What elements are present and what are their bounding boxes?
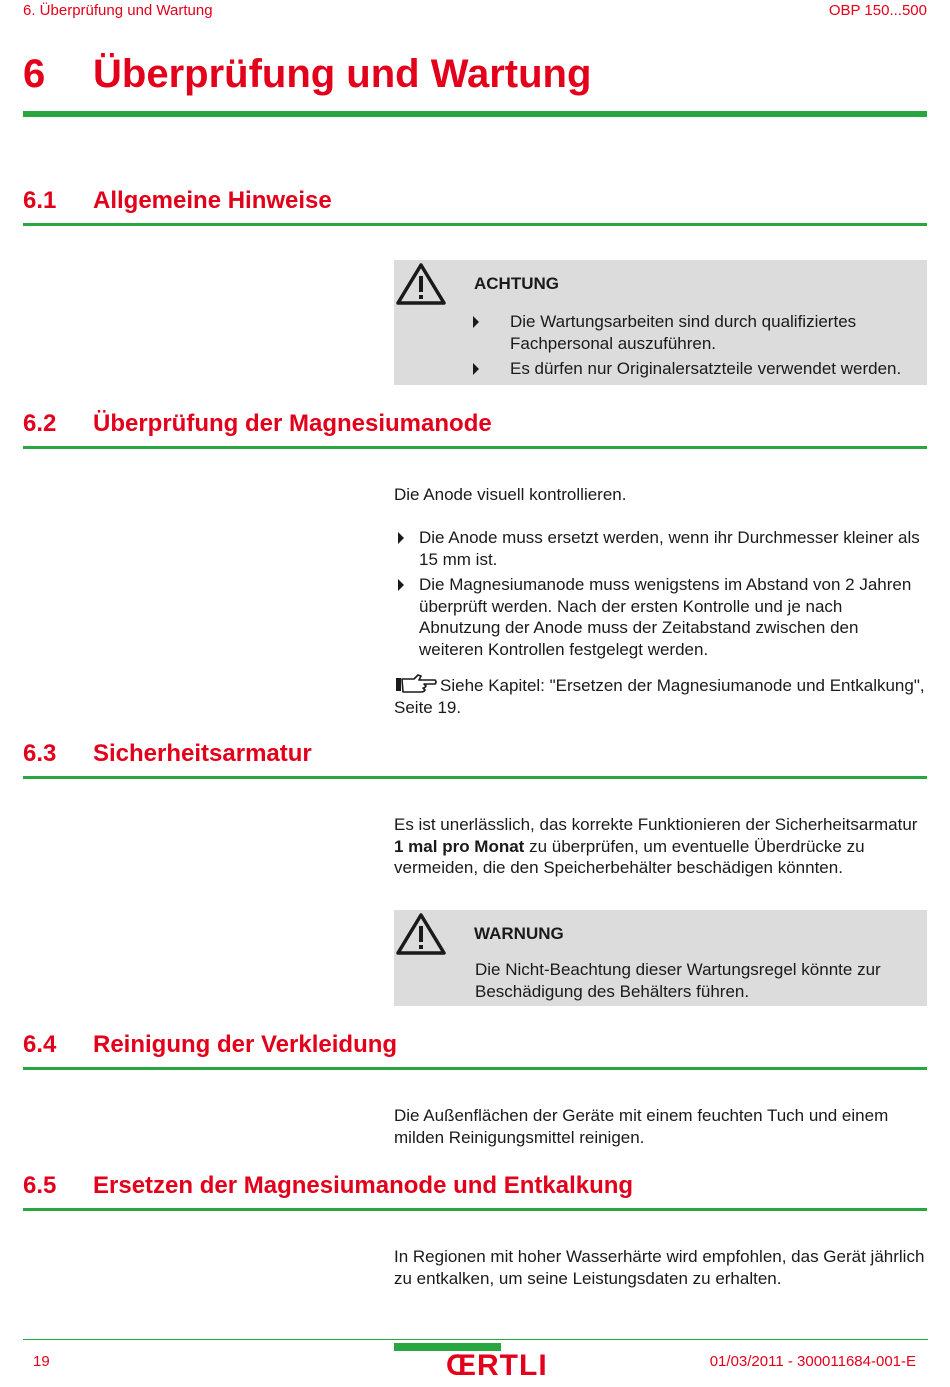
section-number: 6.1 [23,187,57,214]
section-number: 6.5 [23,1172,57,1199]
section-heading-6-5 [23,1172,928,1202]
warning-triangle-icon [396,912,446,956]
oertli-logo: ŒRTLI [446,1349,548,1382]
section-number: 6.3 [23,740,57,767]
running-header-right: OBP 150...500 [828,2,927,19]
section-heading-6-1 [23,187,928,217]
safety-text: Es ist unerlässlich, das korrekte Funktionieren der Sicherheitsarmatur 1 mal pro Monat zu überprüfen, um eventuelle Überdrücke zu vermeiden, die den Speicherbehälter beschädigen könnten. [394,815,918,877]
section-heading-6-3 [23,740,928,770]
section-title: Überprüfung der Magnesiumanode [93,410,492,437]
section-rule [23,223,927,226]
achtung-list [490,311,920,380]
list-item: Es dürfen nur Originalersatzteile verwendet werden. [465,358,920,380]
chapter-title [23,52,928,98]
section-number: 6.4 [23,1031,57,1058]
footer-rule [23,1339,928,1340]
section-rule [23,1067,927,1070]
section-number: 6.2 [23,410,57,437]
section-rule [23,1208,927,1211]
cleaning-text: Die Außenflächen der Geräte mit einem feuchten Tuch und einem milden Reinigungsmittel reinigen. [394,1106,889,1147]
section-heading-6-4 [23,1031,928,1061]
section-rule [23,776,927,779]
warnung-box [394,910,927,1006]
document-reference: 01/03/2011 - 300011684-001-E [709,1353,916,1370]
running-header-left: 6. Überprüfung und Wartung [23,2,213,19]
warnung-title: WARNUNG [474,924,564,943]
section-title: Reinigung der Verkleidung [93,1031,398,1058]
chapter-title-text: Überprüfung und Wartung [93,52,592,96]
list-item: Die Magnesiumanode muss wenigstens im Abstand von 2 Jahren überprüft werden. Nach der ersten Kontrolle und je nach Abnutzung der Anode muss der Zeitabstand zwischen den weiteren Kontrollen festgelegt werden. [394,574,927,660]
achtung-box [394,260,927,385]
warning-triangle-icon [396,262,446,306]
anode-intro: Die Anode visuell kontrollieren. [394,485,627,504]
section-title: Allgemeine Hinweise [93,187,332,214]
anode-list [394,527,927,660]
list-item: Die Wartungsarbeiten sind durch qualifiziertes Fachpersonal auszuführen. [465,311,920,354]
page-number: 19 [33,1353,50,1370]
chapter-number: 6 [23,52,46,96]
section-title: Sicherheitsarmatur [93,740,312,767]
pointing-hand-icon [394,673,438,695]
bullet-arrow-icon [398,532,404,544]
bullet-arrow-icon [473,316,479,328]
section-title: Ersetzen der Magnesiumanode und Entkalkung [93,1172,634,1199]
warnung-text: Die Nicht-Beachtung dieser Wartungsregel könnte zur Beschädigung des Behälters führen. [475,960,881,1001]
achtung-title: ACHTUNG [474,274,559,293]
section-rule [23,446,927,449]
descaling-text: In Regionen mit hoher Wasserhärte wird empfohlen, das Gerät jährlich zu entkalken, um seine Leistungsdaten zu erhalten. [394,1247,925,1288]
bullet-arrow-icon [398,579,404,591]
list-item: Die Anode muss ersetzt werden, wenn ihr Durchmesser kleiner als 15 mm ist. [394,527,927,570]
bullet-arrow-icon [473,363,479,375]
chapter-rule [23,111,927,117]
anode-reference: Siehe Kapitel: "Ersetzen der Magnesiumanode und Entkalkung", Seite 19. [394,673,927,718]
section-heading-6-2 [23,410,928,440]
